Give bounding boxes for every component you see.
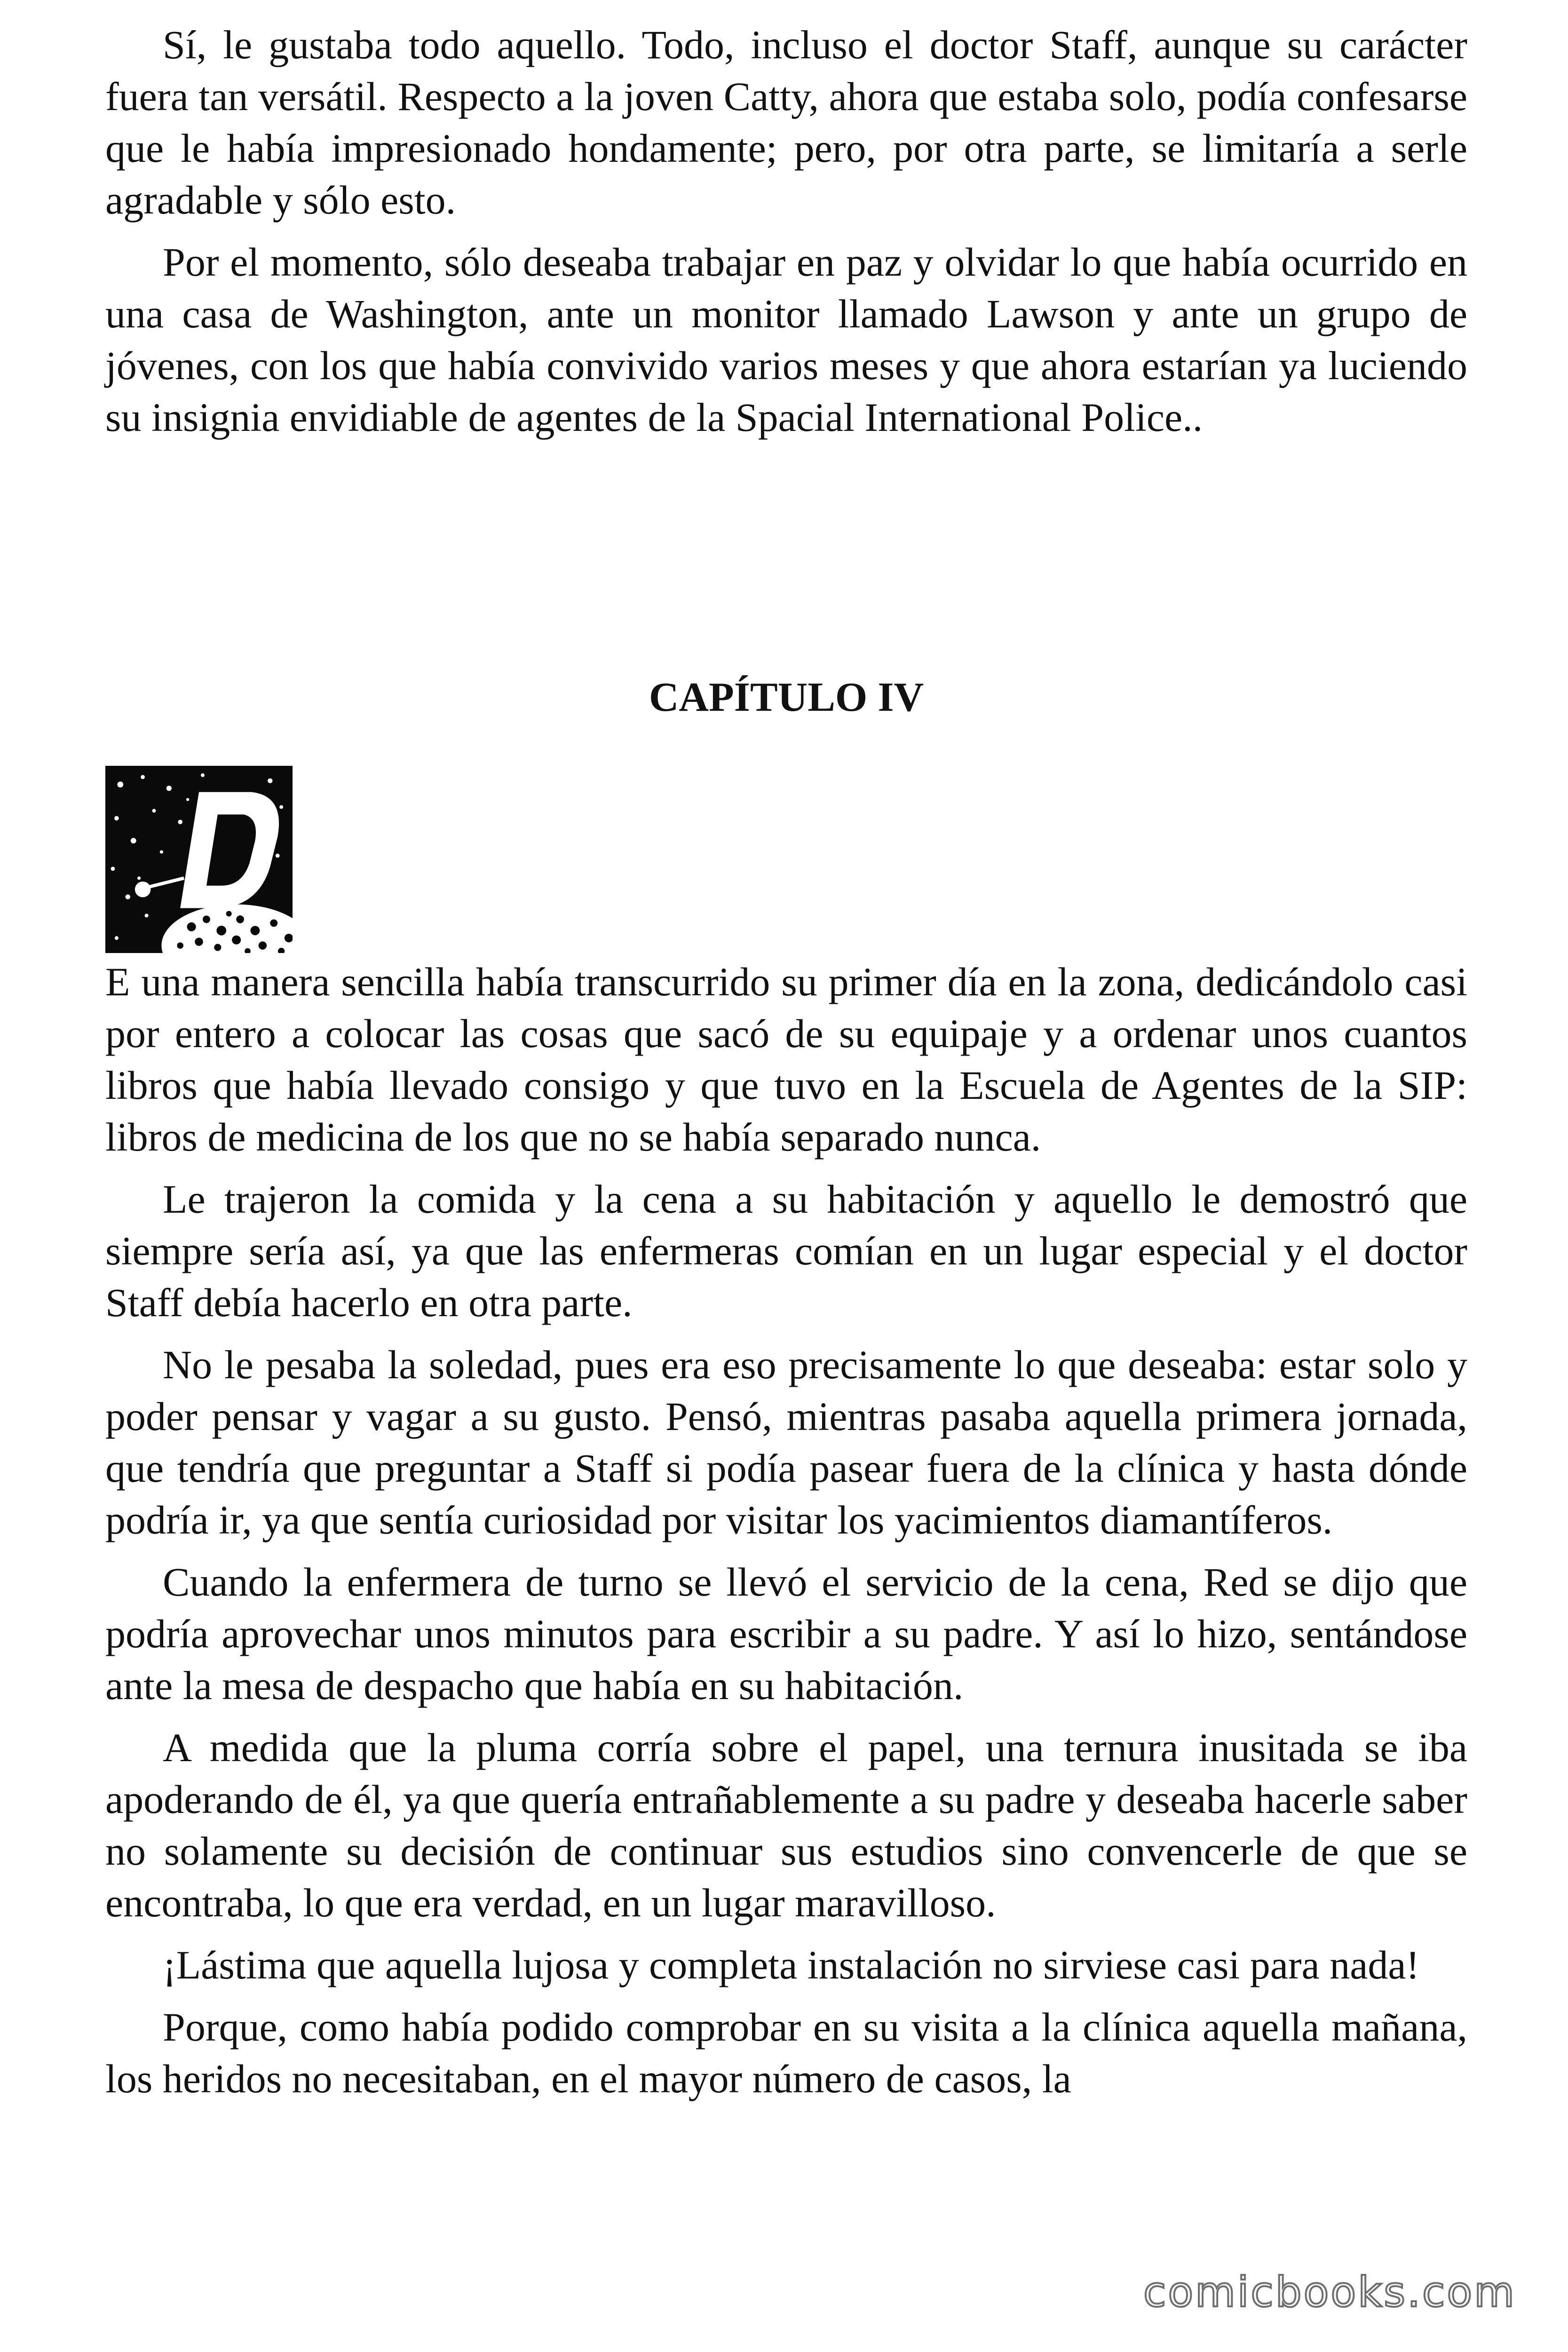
- watermark: comicbooks.com: [1143, 2268, 1516, 2316]
- paragraph-5: No le pesaba la soledad, pues era eso precisamente lo que deseaba: estar solo y poder pensar y vagar a su gusto. Pensó, mientras pasaba aquella primera jornada, que tendría que preguntar a Staff si podía pasear fuera de la clínica y hasta dónde podría ir, ya que sentía curiosidad por visitar los yacimientos diamantíferos.: [105, 1342, 1467, 1542]
- page: [105, 19, 1467, 2115]
- paragraph-4: Le trajeron la comida y la cena a su habitación y aquello le demostró que siempre sería así, ya que las enfermeras comían en un lugar especial y el doctor Staff debía hacerlo en otra parte.: [105, 1176, 1467, 1325]
- paragraph-1: Sí, le gustaba todo aquello. Todo, incluso el doctor Staff, aunque su carácter fuera tan versátil. Respecto a la joven Catty, ahora que estaba solo, podía confesarse que le había impresionado hondamente; pero, por otra parte, se limitaría a serle agradable y sólo esto.: [105, 22, 1467, 222]
- paragraph-7: A medida que la pluma corría sobre el papel, una ternura inusitada se iba apoderando de él, ya que quería entrañablemente a su padre y deseaba hacerle saber no solamente su decisión de continuar sus estudios sino convencerle de que se encontraba, lo que era verdad, en un lugar maravilloso.: [105, 1725, 1467, 1925]
- paragraph-8: ¡Lástima que aquella lujosa y completa instalación no sirviese casi para nada!: [163, 1942, 1420, 1987]
- paragraph-2: Por el momento, sólo deseaba trabajar en paz y olvidar lo que había ocurrido en una casa de Washington, ante un monitor llamado Lawson y ante un grupo de jóvenes, con los que había convivido varios meses y que ahora estarían ya luciendo su insignia envidiable de agentes de la Spacial International Police..: [105, 239, 1467, 440]
- dropcap-d-illustration: [105, 766, 293, 953]
- paragraph-3: E una manera sencilla había transcurrido su primer día en la zona, dedicándolo casi por entero a colocar las cosas que sacó de su equipaje y a ordenar unos cuantos libros que había llevado consigo y que tuvo en la Escuela de Agentes de la SIP: libros de medicina de los que no se había separado nunca.: [105, 959, 1467, 1160]
- paragraph-6: Cuando la enfermera de turno se llevó el servicio de la cena, Red se dijo que podría aprovechar unos minutos para escribir a su padre. Y así lo hizo, sentándose ante la mesa de despacho que había en su habitación.: [105, 1559, 1467, 1708]
- chapter-title: CAPÍTULO IV: [649, 675, 924, 720]
- paragraph-9: Porque, como había podido comprobar en su visita a la clínica aquella mañana, los heridos no necesitaban, en el mayor número de casos, la: [105, 2004, 1467, 2101]
